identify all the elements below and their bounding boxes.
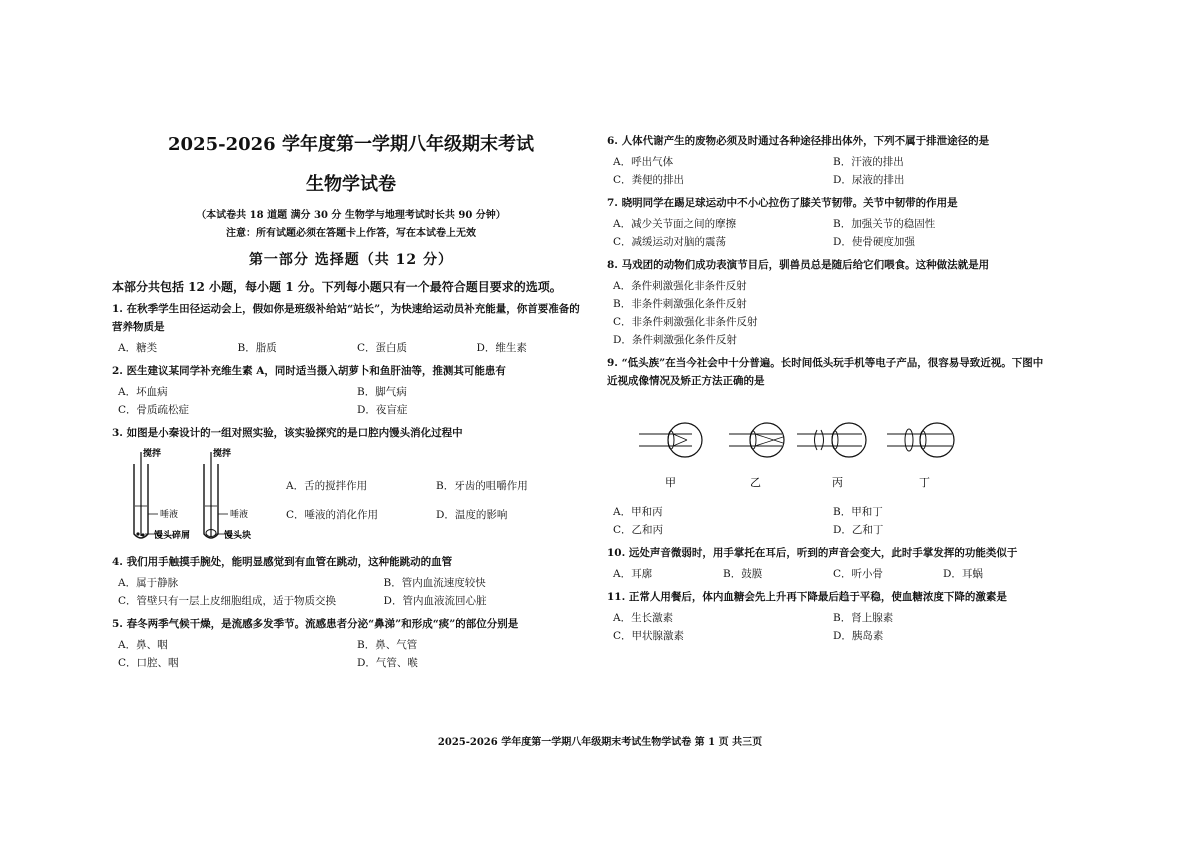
eye-diagram-bing <box>797 423 866 489</box>
option-d: D．条件刺激强化条件反射 <box>613 334 737 346</box>
option-b: B．汗液的排出 <box>833 156 904 168</box>
question-stem: 7. 晓明同学在踢足球运动中不小心拉伤了膝关节韧带。关节中韧带的作用是 <box>607 197 958 209</box>
option-d: D．耳蜗 <box>943 568 983 580</box>
stir-label-2: 搅拌 <box>213 449 232 459</box>
question-8 <box>607 256 1047 349</box>
question-stem: 9. “低头族”在当今社会中十分普遍。长时间低头玩手机等电子产品，很容易导致近视。下图中近视成像情况及矫正方法正确的是 <box>607 357 1044 387</box>
question-stem: 3. 如图是小秦设计的一组对照实验，该实验探究的是口腔内馒头消化过程中 <box>112 427 463 439</box>
option-b: B．甲和丁 <box>833 506 883 518</box>
option-d: D．维生素 <box>476 342 527 354</box>
left-column <box>112 130 590 672</box>
option-c: C．蛋白质 <box>357 342 408 354</box>
question-stem: 1. 在秋季学生田径运动会上，假如你是班级补给站“站长”，为快速给运动员补充能量，你首要准备的营养物质是 <box>112 303 580 333</box>
question-10 <box>607 544 1047 583</box>
stir-label-1: 搅拌 <box>143 449 162 459</box>
question-stem: 4. 我们用手触摸手腕处，能明显感觉到有血管在跳动，这种能跳动的血管 <box>112 556 453 568</box>
question-3 <box>112 424 590 548</box>
question-stem: 8. 马戏团的动物们成功表演节目后，驯兽员总是随后给它们喂食。这种做法就是用 <box>607 259 990 271</box>
option-c: C．乙和丙 <box>613 524 664 536</box>
eye-diagram-yi <box>729 423 784 489</box>
page-footer: 2025-2026 学年度第一学期八年级期末考试生物学试卷 第 1 页 共三页 <box>437 737 763 748</box>
right-column <box>607 132 1047 645</box>
option-b: B．脚气病 <box>357 386 407 398</box>
option-c: C．非条件刺激强化非条件反射 <box>613 316 758 328</box>
option-d: D．使骨硬度加强 <box>833 236 915 248</box>
option-b: B．管内血流速度较快 <box>383 577 486 589</box>
option-d: D．尿液的排出 <box>833 174 905 186</box>
option-a: A．生长激素 <box>613 612 674 624</box>
test-tube-figure <box>112 448 272 548</box>
option-d: D．气管、喉 <box>357 657 418 669</box>
question-7 <box>607 194 1047 251</box>
exam-subtitle: 生物学试卷 <box>306 174 396 195</box>
question-11 <box>607 588 1047 645</box>
eye-diagrams <box>607 406 1047 496</box>
label-bing: 丙 <box>832 476 843 489</box>
question-9 <box>607 354 1047 539</box>
option-a: A．舌的搅拌作用 <box>286 480 368 492</box>
question-2 <box>112 362 590 419</box>
label-yi: 乙 <box>750 476 761 489</box>
option-b: B．脂质 <box>237 342 277 354</box>
option-c: C．听小骨 <box>833 568 884 580</box>
option-a: A．坏血病 <box>118 386 168 398</box>
option-a: A．呼出气体 <box>613 156 674 168</box>
option-c: C．管壁只有一层上皮细胞组成，适于物质交换 <box>118 595 337 607</box>
option-b: B．牙齿的咀嚼作用 <box>436 480 528 492</box>
eye-diagram-jia <box>639 423 702 489</box>
question-stem: 11. 正常人用餐后，体内血糖会先上升再下降最后趋于平稳，使血糖浓度下降的激素是 <box>607 591 1007 603</box>
option-a: A．鼻、咽 <box>118 639 168 651</box>
bread-label-2: 馒头块 <box>224 531 252 541</box>
exam-note: （本试卷共 18 道题 满分 30 分 生物学与地理考试时长共 90 分钟） <box>196 210 506 221</box>
eye-diagram-ding <box>887 423 954 489</box>
option-a: A．甲和丙 <box>613 506 663 518</box>
option-a: A．糖类 <box>118 342 158 354</box>
option-c: C．减缓运动对脑的震荡 <box>613 236 727 248</box>
question-4 <box>112 553 590 610</box>
bread-label-1: 馒头碎屑 <box>154 531 191 541</box>
option-b: B．鼻、气管 <box>357 639 418 651</box>
question-stem: 10. 远处声音微弱时，用手掌托在耳后，听到的声音会变大，此时手掌发挥的功能类似于 <box>607 547 1018 559</box>
option-d: D．胰岛素 <box>833 630 884 642</box>
option-d: D．温度的影响 <box>436 509 508 521</box>
option-c: C．甲状腺激素 <box>613 630 685 642</box>
option-b: B．非条件刺激强化条件反射 <box>613 298 747 310</box>
option-d: D．乙和丁 <box>833 524 884 536</box>
section-heading: 第一部分 选择题（共 12 分） <box>248 252 454 268</box>
label-ding: 丁 <box>919 476 930 489</box>
question-1 <box>112 300 590 357</box>
option-c: C．粪便的排出 <box>613 174 685 186</box>
option-d: D．管内血液流回心脏 <box>383 595 487 607</box>
option-a: A．减少关节面之间的摩擦 <box>613 218 737 230</box>
option-c: C．唾液的消化作用 <box>286 509 379 521</box>
option-c: C．口腔、咽 <box>118 657 179 669</box>
option-b: B．加强关节的稳固性 <box>833 218 936 230</box>
option-c: C．骨质疏松症 <box>118 404 190 416</box>
saliva-label-2: 唾液 <box>230 510 249 520</box>
question-6 <box>607 132 1047 189</box>
section-intro: 本部分共包括 12 小题，每小题 1 分。下列每小题只有一个最符合题目要求的选项。 <box>112 280 562 294</box>
option-a: A．属于静脉 <box>118 577 179 589</box>
option-a: A．耳廓 <box>613 568 653 580</box>
exam-title: 2025-2026 学年度第一学期八年级期末考试 <box>168 134 534 155</box>
question-stem: 2. 医生建议某同学补充维生素 A，同时适当摄入胡萝卜和鱼肝油等，推测其可能患有 <box>112 365 506 377</box>
option-a: A．条件刺激强化非条件反射 <box>613 280 747 292</box>
label-jia: 甲 <box>665 476 676 489</box>
option-b: B．鼓膜 <box>723 568 763 580</box>
exam-warning: 注意：所有试题必须在答题卡上作答，写在本试卷上无效 <box>226 228 476 239</box>
saliva-label-1: 唾液 <box>160 510 179 520</box>
question-stem: 5. 春冬两季气候干燥，是流感多发季节。流感患者分泌“鼻涕”和形成“痰”的部位分别是 <box>112 618 519 630</box>
option-b: B．肾上腺素 <box>833 612 894 624</box>
question-stem: 6. 人体代谢产生的废物必须及时通过各种途径排出体外，下列不属于排泄途径的是 <box>607 135 990 147</box>
question-5 <box>112 615 590 672</box>
option-d: D．夜盲症 <box>357 404 408 416</box>
